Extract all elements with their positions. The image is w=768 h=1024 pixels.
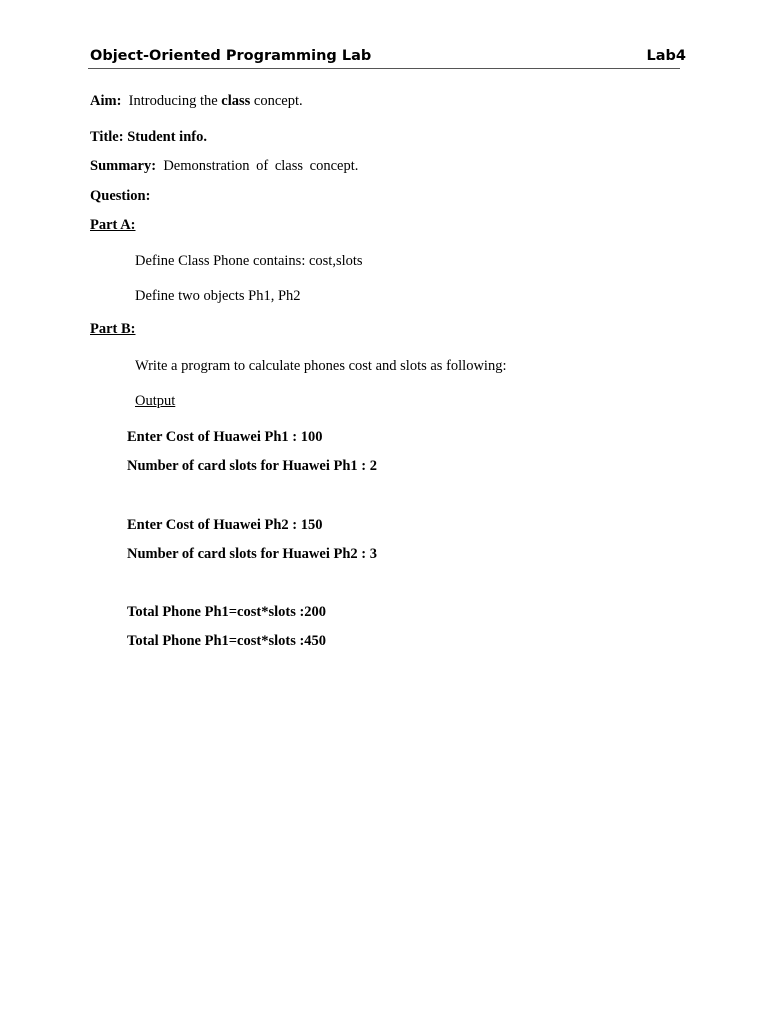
aim-line xyxy=(90,92,303,110)
part-b-heading: Part B: xyxy=(90,321,136,337)
summary-line xyxy=(90,157,358,175)
question-label: Question: xyxy=(90,188,151,204)
output-label: Output xyxy=(135,393,176,409)
summary-value: Demonstration of class concept. xyxy=(163,158,359,174)
part-a-heading: Part A: xyxy=(90,217,136,233)
output-line: Number of card slots for Huawei Ph2 : 3 xyxy=(127,546,377,562)
header-divider xyxy=(88,68,680,69)
title-line xyxy=(90,128,207,146)
output-line: Number of card slots for Huawei Ph1 : 2 xyxy=(127,458,377,474)
part-a-item: Define two objects Ph1, Ph2 xyxy=(135,288,301,304)
title-label: Title: xyxy=(90,129,124,145)
header-lab-number: Lab4 xyxy=(646,48,686,64)
summary-label: Summary: xyxy=(90,158,157,174)
aim-emphasis: class xyxy=(221,93,251,109)
output-line: Enter Cost of Huawei Ph1 : 100 xyxy=(127,429,323,445)
output-line: Total Phone Ph1=cost*slots :200 xyxy=(127,604,327,620)
part-b-instruction: Write a program to calculate phones cost and slots as following: xyxy=(135,358,507,374)
aim-text-before: Introducing the xyxy=(128,93,218,109)
header-title: Object-Oriented Programming Lab xyxy=(90,48,372,64)
aim-label: Aim: xyxy=(90,93,122,109)
part-a-item: Define Class Phone contains: cost,slots xyxy=(135,253,363,269)
output-line: Enter Cost of Huawei Ph2 : 150 xyxy=(127,517,323,533)
title-value: Student info. xyxy=(127,129,207,145)
aim-text-after: concept. xyxy=(253,93,303,109)
page-header xyxy=(90,48,686,68)
output-line: Total Phone Ph1=cost*slots :450 xyxy=(127,633,327,649)
